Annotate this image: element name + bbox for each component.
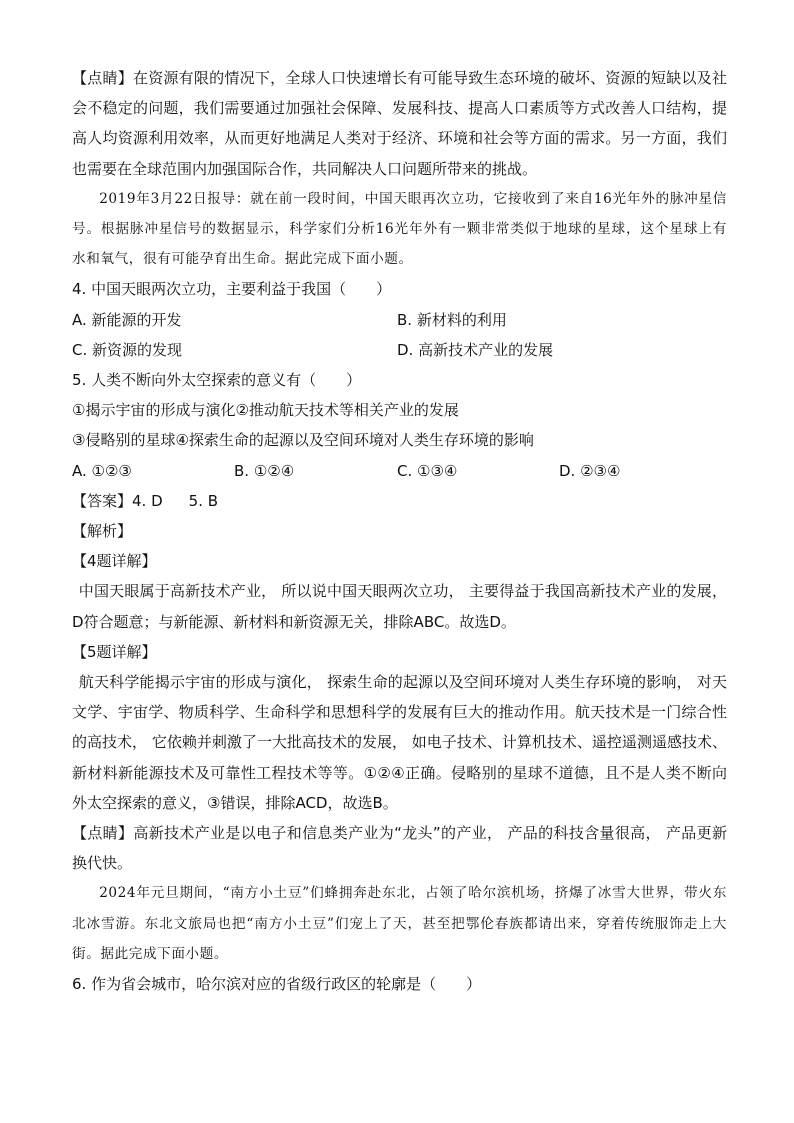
answer-5: 5. B (188, 491, 219, 510)
material-paragraph-1: 2019年3月22日报导：就在前一段时间，中国天眼再次立功，它接收到了来自16光年外的脉冲星信号。根据脉冲星信号的数据显示，科学家们分析16光年外有一颗非常类似于地球的星球，这个星球上有水和氧气，很有可能孕育出生命。据此完成下面小题。 (72, 190, 727, 268)
question-5-option-a: A. ①②③ (72, 461, 132, 480)
dianjing-paragraph-2 (72, 818, 727, 878)
question-4-options-row-1 (72, 305, 727, 335)
question-5-statement-line-1: ①揭示宇宙的形成与演化②推动航天技术等相关产业的发展 (72, 401, 459, 420)
dianjing-paragraph-1 (72, 63, 727, 184)
question-5-option-b: B. ①②④ (234, 461, 295, 480)
question-5-options-row (72, 456, 727, 486)
question-5-option-c: C. ①③④ (397, 461, 458, 480)
detail-4-text: 中国天眼属于高新技术产业， 所以说中国天眼两次立功， 主要得益于我国高新技术产业的发展，D符合题意；与新能源、新材料和新资源无关，排除ABC。故选D。 (72, 582, 727, 631)
detail-4-heading: 【4题详解】 (72, 552, 157, 571)
question-4-options-row-2 (72, 335, 727, 365)
analysis-heading: 【解析】 (72, 522, 133, 540)
question-5-option-d: D. ②③④ (559, 461, 621, 480)
question-4-option-c: C. 新资源的发现 (72, 340, 183, 359)
detail-5-heading: 【5题详解】 (72, 642, 157, 661)
question-6-stem: 6. 作为省会城市，哈尔滨对应的省级行政区的轮廓是（ ） (72, 975, 482, 994)
question-5-statement-line-2: ③侵略别的星球④探索生命的起源以及空间环境对人类生存环境的影响 (72, 431, 534, 450)
dianjing-tag-2: 【点睛】 (72, 824, 134, 843)
question-4-option-d: D. 高新技术产业的发展 (397, 340, 554, 359)
question-4-option-a: A. 新能源的开发 (72, 310, 182, 329)
answer-line (72, 486, 727, 516)
dianjing-text-2: 高新技术产业是以电子和信息类产业为“龙头”的产业， 产品的科技含量很高， 产品更新换代快。 (72, 824, 727, 873)
document-content (72, 63, 727, 999)
question-5-stem: 5. 人类不断向外太空探索的意义有（ ） (72, 371, 362, 389)
dianjing-tag-1: 【点睛】 (72, 69, 133, 87)
detail-5-text: 航天科学能揭示宇宙的形成与演化， 探索生命的起源以及空间环境对人类生存环境的影响， 对天文学、宇宙学、物质科学、生命科学和思想科学的发展有巨大的推动作用。航天技术是一门综合性的高技术， 它依赖并刺激了一大批高技术的发展， 如电子技术、计算机技术、遥控遥测遥感技术、新材料新能源技术及可靠性工程技术等等。①②④正确。侵略别的星球不道德，且不是人类不断向外太空探索的意义，③错误，排除ACD，故选B。 (72, 673, 727, 812)
material-paragraph-2: 2024年元旦期间，“南方小土豆”们蜂拥奔赴东北，占领了哈尔滨机场，挤爆了冰雪大世界，带火东北冰雪游。东北文旅局也把“南方小土豆”们宠上了天，甚至把鄂伦春族都请出来，穿着传统服饰走上大街。据此完成下面小题。 (72, 885, 727, 962)
question-4-option-b: B. 新材料的利用 (397, 310, 507, 329)
question-4-stem: 4. 中国天眼两次立功，主要利益于我国（ ） (72, 280, 392, 299)
answer-4: 4. D (132, 491, 163, 510)
dianjing-text-1: 在资源有限的情况下，全球人口快速增长有可能导致生态环境的破坏、资源的短缺以及社会不稳定的问题，我们需要通过加强社会保障、发展科技、提高人口素质等方式改善人口结构，提高人均资源利用效率，从而更好地满足人类对于经济、环境和社会等方面的需求。另一方面，我们也需要在全球范围内加强国际合作，共同解决人口问题所带来的挑战。 (72, 69, 727, 178)
answer-tag: 【答案】 (72, 491, 133, 510)
